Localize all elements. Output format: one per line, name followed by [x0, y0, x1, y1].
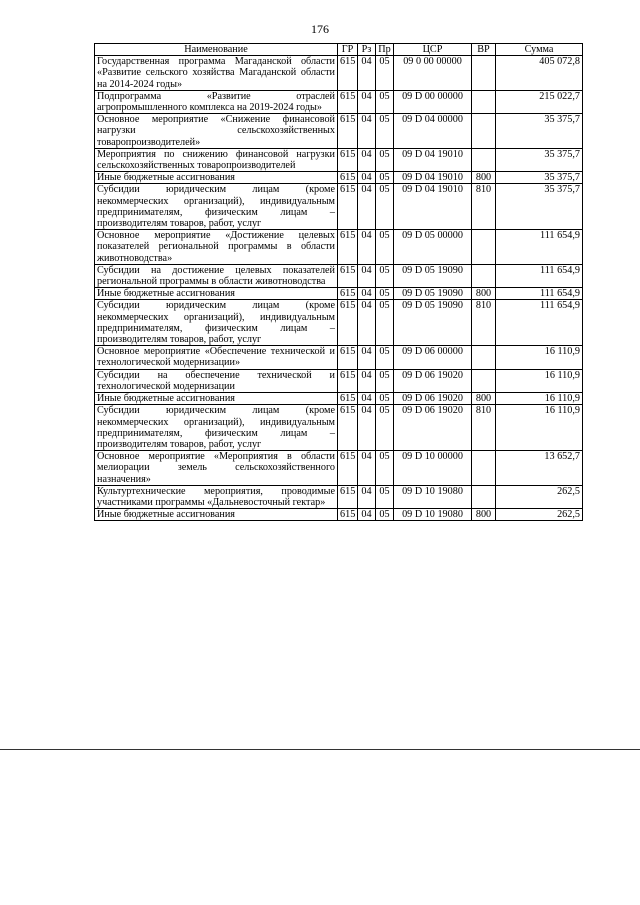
cell-csr: 09 0 00 00000 [394, 56, 472, 91]
cell-gr: 615 [338, 509, 358, 521]
table-header-row [95, 44, 583, 56]
table-row [95, 148, 583, 171]
cell-rz: 04 [358, 393, 376, 405]
cell-name: Субсидии юридическим лицам (кроме некоммерческих организаций), индивидуальным предпринимателям, физическим лицам – производителям товаров, работ, услуг [95, 405, 338, 451]
cell-pr: 05 [376, 56, 394, 91]
cell-vr [472, 485, 496, 508]
table-row [95, 114, 583, 149]
cell-csr: 09 D 04 00000 [394, 114, 472, 149]
cell-gr: 615 [338, 405, 358, 451]
cell-pr: 05 [376, 264, 394, 287]
table-row [95, 264, 583, 287]
cell-sum: 35 375,7 [496, 148, 583, 171]
cell-name: Государственная программа Магаданской области «Развитие сельского хозяйства Магаданской области на 2014-2024 годы» [95, 56, 338, 91]
cell-gr: 615 [338, 288, 358, 300]
cell-rz: 04 [358, 300, 376, 346]
cell-csr: 09 D 06 19020 [394, 369, 472, 392]
cell-pr: 05 [376, 451, 394, 486]
cell-rz: 04 [358, 56, 376, 91]
cell-pr: 05 [376, 485, 394, 508]
cell-csr: 09 D 06 19020 [394, 393, 472, 405]
cell-rz: 04 [358, 264, 376, 287]
cell-sum: 215 022,7 [496, 90, 583, 113]
cell-sum: 16 110,9 [496, 393, 583, 405]
cell-sum: 16 110,9 [496, 346, 583, 369]
cell-csr: 09 D 10 19080 [394, 509, 472, 521]
table-row [95, 184, 583, 230]
cell-gr: 615 [338, 485, 358, 508]
cell-name: Основное мероприятие «Мероприятия в области мелиорации земель сельскохозяйственного назначения» [95, 451, 338, 486]
cell-rz: 04 [358, 230, 376, 265]
cell-pr: 05 [376, 90, 394, 113]
header-gr: ГР [338, 44, 358, 56]
cell-gr: 615 [338, 393, 358, 405]
cell-pr: 05 [376, 369, 394, 392]
cell-pr: 05 [376, 300, 394, 346]
header-vr: ВР [472, 44, 496, 56]
cell-name: Культуртехнические мероприятия, проводимые участниками программы «Дальневосточный гектар» [95, 485, 338, 508]
table-row [95, 230, 583, 265]
cell-vr [472, 230, 496, 265]
cell-sum: 111 654,9 [496, 230, 583, 265]
budget-table [94, 43, 583, 521]
cell-name: Субсидии юридическим лицам (кроме некоммерческих организаций), индивидуальным предпринимателям, физическим лицам – производителям товаров, работ, услуг [95, 184, 338, 230]
cell-sum: 13 652,7 [496, 451, 583, 486]
table-row [95, 405, 583, 451]
header-pr: Пр [376, 44, 394, 56]
table-row [95, 393, 583, 405]
cell-pr: 05 [376, 509, 394, 521]
cell-sum: 111 654,9 [496, 288, 583, 300]
table-row [95, 288, 583, 300]
page-number: 176 [311, 22, 329, 36]
cell-gr: 615 [338, 369, 358, 392]
cell-csr: 09 D 05 00000 [394, 230, 472, 265]
cell-name: Основное мероприятие «Достижение целевых показателей региональной программы в области животноводства» [95, 230, 338, 265]
cell-csr: 09 D 10 00000 [394, 451, 472, 486]
cell-csr: 09 D 05 19090 [394, 264, 472, 287]
cell-vr [472, 114, 496, 149]
cell-vr: 800 [472, 393, 496, 405]
cell-vr [472, 451, 496, 486]
cell-pr: 05 [376, 172, 394, 184]
header-sum: Сумма [496, 44, 583, 56]
cell-name: Основное мероприятие «Снижение финансовой нагрузки сельскохозяйственных товаропроизводителей» [95, 114, 338, 149]
cell-pr: 05 [376, 393, 394, 405]
cell-sum: 111 654,9 [496, 264, 583, 287]
cell-gr: 615 [338, 172, 358, 184]
cell-csr: 09 D 05 19090 [394, 288, 472, 300]
cell-rz: 04 [358, 509, 376, 521]
cell-name: Субсидии юридическим лицам (кроме некоммерческих организаций), индивидуальным предпринимателям, физическим лицам – производителям товаров, работ, услуг [95, 300, 338, 346]
cell-sum: 35 375,7 [496, 114, 583, 149]
table-row [95, 56, 583, 91]
cell-name: Мероприятия по снижению финансовой нагрузки сельскохозяйственных товаропроизводителей [95, 148, 338, 171]
cell-rz: 04 [358, 346, 376, 369]
cell-gr: 615 [338, 230, 358, 265]
cell-name: Иные бюджетные ассигнования [95, 393, 338, 405]
cell-csr: 09 D 06 00000 [394, 346, 472, 369]
cell-vr: 800 [472, 172, 496, 184]
cell-gr: 615 [338, 346, 358, 369]
table-row [95, 509, 583, 521]
table-row [95, 451, 583, 486]
cell-csr: 09 D 05 19090 [394, 300, 472, 346]
cell-name: Подпрограмма «Развитие отраслей агропромышленного комплекса на 2019-2024 годы» [95, 90, 338, 113]
cell-rz: 04 [358, 184, 376, 230]
cell-name: Субсидии на достижение целевых показателей региональной программы в области животноводства [95, 264, 338, 287]
cell-sum: 35 375,7 [496, 184, 583, 230]
cell-rz: 04 [358, 114, 376, 149]
cell-name: Иные бюджетные ассигнования [95, 172, 338, 184]
cell-sum: 35 375,7 [496, 172, 583, 184]
table-body [95, 56, 583, 521]
table-row [95, 90, 583, 113]
cell-name: Иные бюджетные ассигнования [95, 509, 338, 521]
cell-rz: 04 [358, 288, 376, 300]
cell-pr: 05 [376, 114, 394, 149]
cell-sum: 111 654,9 [496, 300, 583, 346]
cell-rz: 04 [358, 451, 376, 486]
cell-csr: 09 D 06 19020 [394, 405, 472, 451]
scan-bottom-rule [0, 749, 640, 750]
cell-vr: 810 [472, 300, 496, 346]
cell-vr: 800 [472, 288, 496, 300]
cell-name: Субсидии на обеспечение технической и технологической модернизации [95, 369, 338, 392]
cell-gr: 615 [338, 148, 358, 171]
cell-name: Основное мероприятие «Обеспечение технической и технологической модернизации» [95, 346, 338, 369]
cell-vr [472, 56, 496, 91]
cell-gr: 615 [338, 264, 358, 287]
cell-sum: 405 072,8 [496, 56, 583, 91]
cell-sum: 262,5 [496, 509, 583, 521]
table-row [95, 485, 583, 508]
cell-csr: 09 D 04 19010 [394, 184, 472, 230]
table-row [95, 346, 583, 369]
cell-csr: 09 D 04 19010 [394, 172, 472, 184]
cell-vr [472, 90, 496, 113]
cell-pr: 05 [376, 405, 394, 451]
cell-pr: 05 [376, 230, 394, 265]
cell-vr [472, 346, 496, 369]
cell-gr: 615 [338, 300, 358, 346]
cell-sum: 16 110,9 [496, 405, 583, 451]
cell-csr: 09 D 00 00000 [394, 90, 472, 113]
cell-name: Иные бюджетные ассигнования [95, 288, 338, 300]
cell-rz: 04 [358, 148, 376, 171]
cell-vr: 810 [472, 405, 496, 451]
cell-csr: 09 D 10 19080 [394, 485, 472, 508]
cell-rz: 04 [358, 369, 376, 392]
cell-sum: 16 110,9 [496, 369, 583, 392]
cell-rz: 04 [358, 405, 376, 451]
cell-vr: 810 [472, 184, 496, 230]
cell-pr: 05 [376, 184, 394, 230]
table-row [95, 172, 583, 184]
cell-rz: 04 [358, 90, 376, 113]
cell-vr [472, 264, 496, 287]
cell-sum: 262,5 [496, 485, 583, 508]
cell-gr: 615 [338, 451, 358, 486]
cell-gr: 615 [338, 56, 358, 91]
cell-pr: 05 [376, 346, 394, 369]
cell-vr [472, 148, 496, 171]
cell-gr: 615 [338, 184, 358, 230]
cell-rz: 04 [358, 172, 376, 184]
cell-gr: 615 [338, 114, 358, 149]
header-name: Наименование [95, 44, 338, 56]
cell-csr: 09 D 04 19010 [394, 148, 472, 171]
cell-pr: 05 [376, 148, 394, 171]
cell-pr: 05 [376, 288, 394, 300]
table-row [95, 369, 583, 392]
table-row [95, 300, 583, 346]
cell-vr: 800 [472, 509, 496, 521]
cell-vr [472, 369, 496, 392]
cell-rz: 04 [358, 485, 376, 508]
header-csr: ЦСР [394, 44, 472, 56]
header-rz: Рз [358, 44, 376, 56]
cell-gr: 615 [338, 90, 358, 113]
